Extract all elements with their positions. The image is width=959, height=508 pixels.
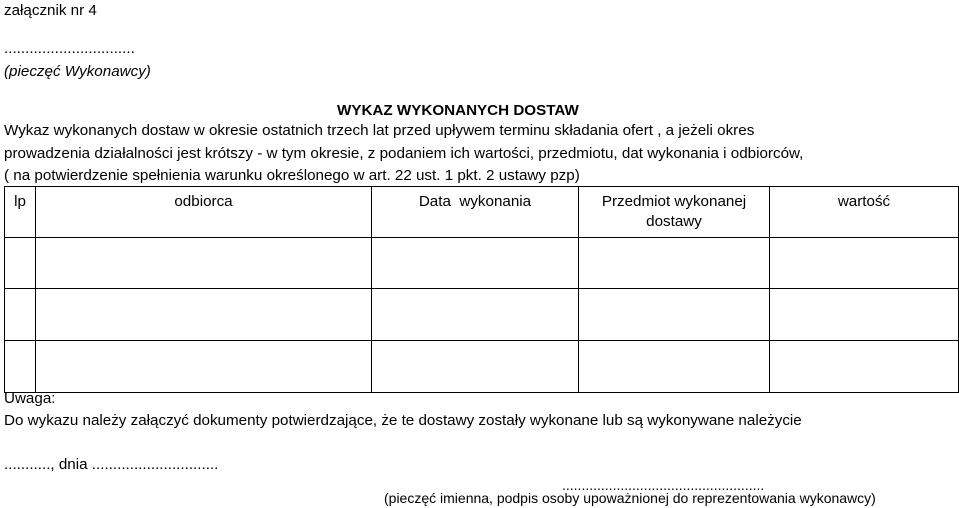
table-cell[interactable] (579, 341, 770, 393)
table-cell[interactable] (36, 341, 372, 393)
note-text: Do wykazu należy załączyć dokumenty potwierdzające, że te dostawy zostały wykonane lub są wykonywane należycie (4, 412, 802, 429)
table-cell[interactable] (5, 238, 36, 289)
table-row (5, 238, 959, 289)
table-cell[interactable] (579, 238, 770, 289)
note-label: Uwaga: (4, 390, 56, 407)
table-row (5, 341, 959, 393)
table-row (5, 289, 959, 341)
intro-line-3: ( na potwierdzenie spełnienia warunku określonego w art. 22 ust. 1 pkt. 2 ustawy pzp) (4, 167, 580, 184)
stamp-dots: ............................... (4, 40, 135, 57)
deliveries-table (4, 186, 959, 393)
table-cell[interactable] (36, 238, 372, 289)
column-header-lp: lp (5, 187, 36, 238)
attachment-label: załącznik nr 4 (4, 2, 97, 19)
table-cell[interactable] (36, 289, 372, 341)
table-cell[interactable] (372, 289, 579, 341)
document-title: WYKAZ WYKONANYCH DOSTAW (337, 102, 579, 119)
intro-line-1: Wykaz wykonanych dostaw w okresie ostatnich trzech lat przed upływem terminu składania ofert , a jeżeli okres (4, 122, 755, 139)
column-header-recipient: odbiorca (36, 187, 372, 238)
intro-line-2: prowadzenia działalności jest krótszy - w tym okresie, z podaniem ich wartości, przedmiotu, dat wykonania i odbiorców, (4, 145, 804, 162)
table-cell[interactable] (770, 289, 959, 341)
table-header-row (5, 187, 959, 238)
table-cell[interactable] (579, 289, 770, 341)
stamp-label: (pieczęć Wykonawcy) (4, 63, 151, 80)
table-cell[interactable] (5, 289, 36, 341)
place-date-line: ..........., dnia .............................. (4, 456, 219, 473)
signature-label: (pieczęć imienna, podpis osoby upoważnionej do reprezentowania wykonawcy) (384, 490, 876, 506)
signature-dots: .................................................... (562, 477, 765, 493)
table-cell[interactable] (372, 238, 579, 289)
table-cell[interactable] (372, 341, 579, 393)
column-header-subject: Przedmiot wykonanej dostawy (579, 187, 770, 238)
table-cell[interactable] (5, 341, 36, 393)
table-cell[interactable] (770, 341, 959, 393)
table-cell[interactable] (770, 238, 959, 289)
column-header-value: wartość (770, 187, 959, 238)
column-header-date: Data wykonania (372, 187, 579, 238)
